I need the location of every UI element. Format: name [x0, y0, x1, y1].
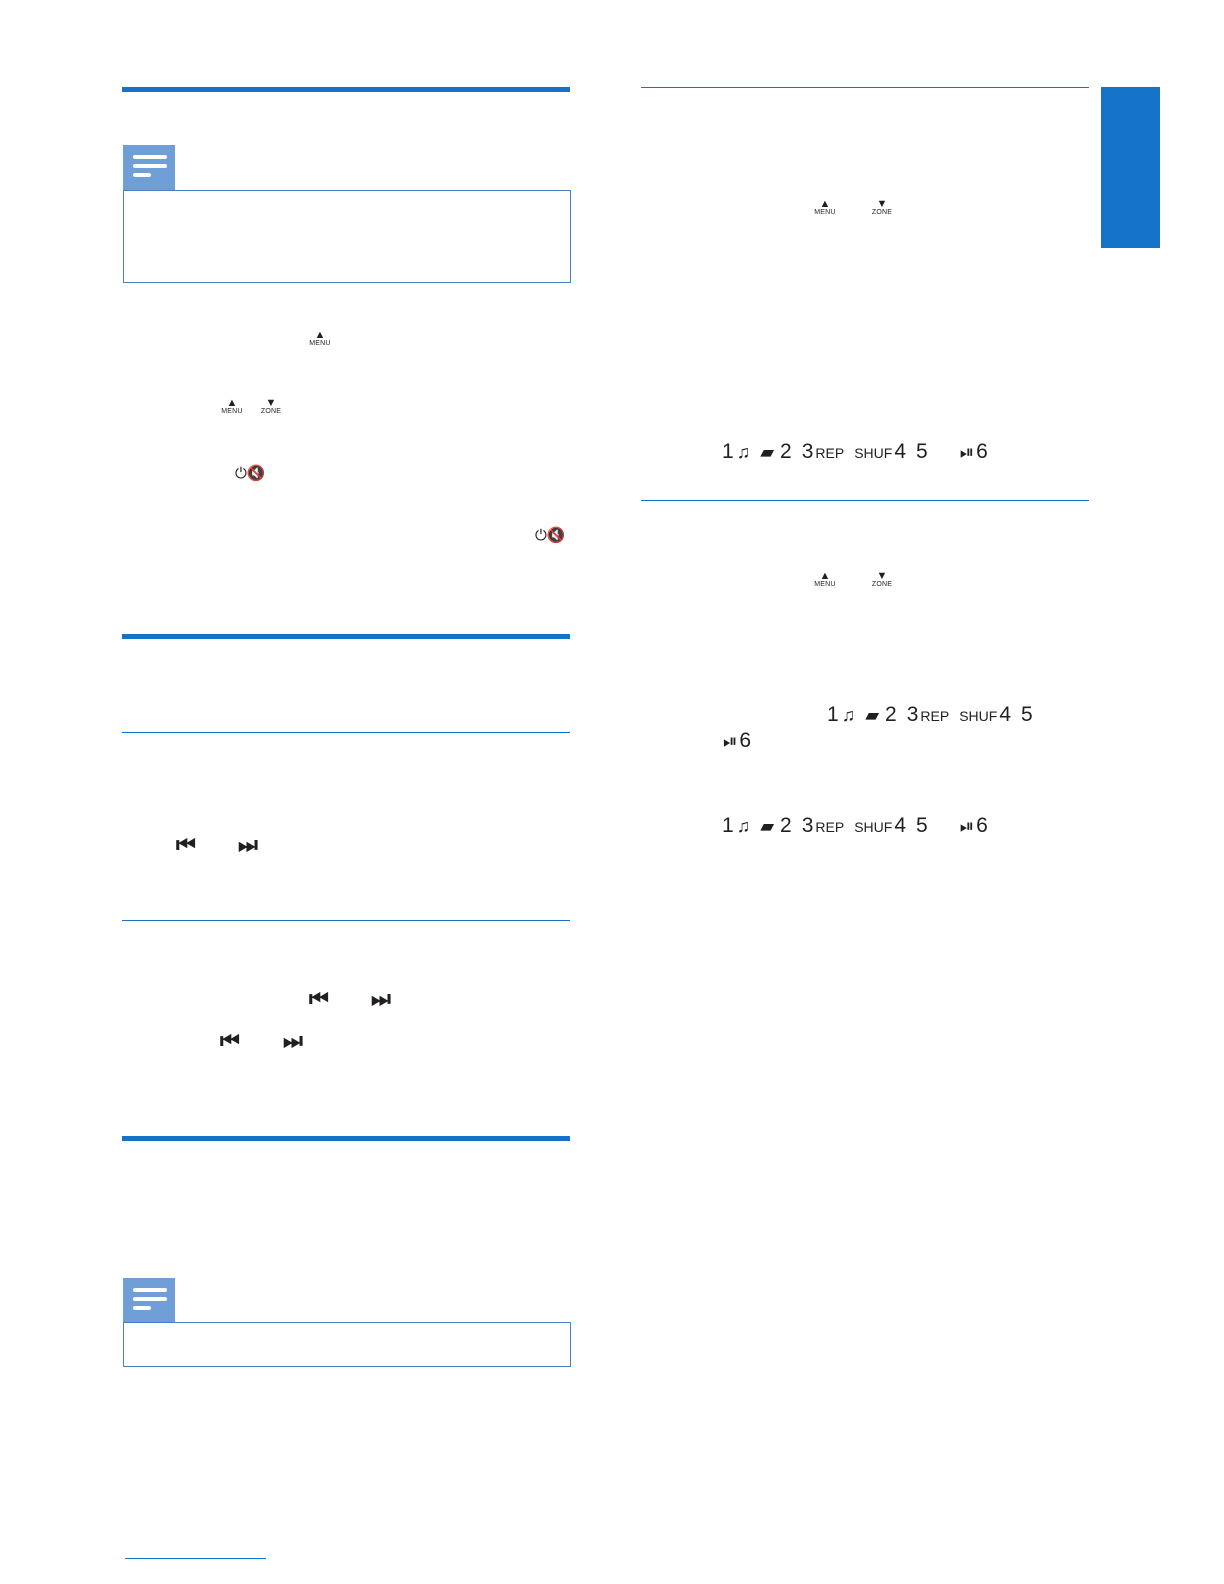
next-icon: ⏭ — [238, 832, 255, 857]
subsection-rule — [122, 732, 570, 733]
note-box — [123, 1322, 571, 1367]
next-icon: ⏭ — [371, 986, 388, 1011]
subsection-rule — [641, 87, 1089, 88]
preset-buttons-row-continued: ⏯ 6 — [723, 729, 752, 752]
section-rule — [122, 634, 570, 639]
play-pause-icon: ⏯ — [959, 442, 975, 462]
menu-button-icon: ▲ MENU — [814, 570, 836, 588]
note-icon — [123, 1278, 175, 1323]
next-icon: ⏭ — [283, 1028, 300, 1053]
folder-icon: ▰ — [760, 442, 775, 462]
music-icon: ♫ — [736, 816, 751, 836]
previous-icon: ⏮ — [176, 832, 193, 857]
previous-icon: ⏮ — [220, 1028, 237, 1053]
note-box — [123, 190, 571, 283]
menu-button-icon: ▲ MENU — [221, 397, 243, 415]
subsection-rule — [641, 500, 1089, 501]
power-mute-icon: ⏻🔇 — [535, 527, 566, 544]
preset-buttons-row: 1 ♫ ▰ 2 3 REP SHUF 4 5 ⏯ 6 — [722, 814, 988, 837]
menu-button-icon: ▲ MENU — [309, 329, 331, 347]
preset-buttons-row: 1 ♫ ▰ 2 3 REP SHUF 4 5 — [827, 703, 1033, 726]
music-icon: ♫ — [736, 442, 751, 462]
note-icon — [123, 145, 175, 190]
zone-button-icon: ▼ ZONE — [871, 570, 893, 588]
preset-buttons-row: 1 ♫ ▰ 2 3 REP SHUF 4 5 ⏯ 6 — [722, 440, 988, 463]
language-tab — [1101, 87, 1160, 248]
section-rule — [122, 87, 570, 92]
zone-button-icon: ▼ ZONE — [871, 198, 893, 216]
play-pause-icon: ⏯ — [959, 816, 975, 836]
zone-button-icon: ▼ ZONE — [260, 397, 282, 415]
power-mute-icon: ⏻🔇 — [235, 465, 266, 482]
menu-button-icon: ▲ MENU — [814, 198, 836, 216]
footer-rule — [125, 1558, 266, 1559]
play-pause-icon: ⏯ — [723, 731, 738, 751]
subsection-rule — [122, 920, 570, 921]
music-icon: ♫ — [841, 705, 856, 725]
section-rule — [122, 1136, 570, 1141]
previous-icon: ⏮ — [309, 986, 326, 1011]
folder-icon: ▰ — [760, 816, 775, 836]
folder-icon: ▰ — [865, 705, 880, 725]
